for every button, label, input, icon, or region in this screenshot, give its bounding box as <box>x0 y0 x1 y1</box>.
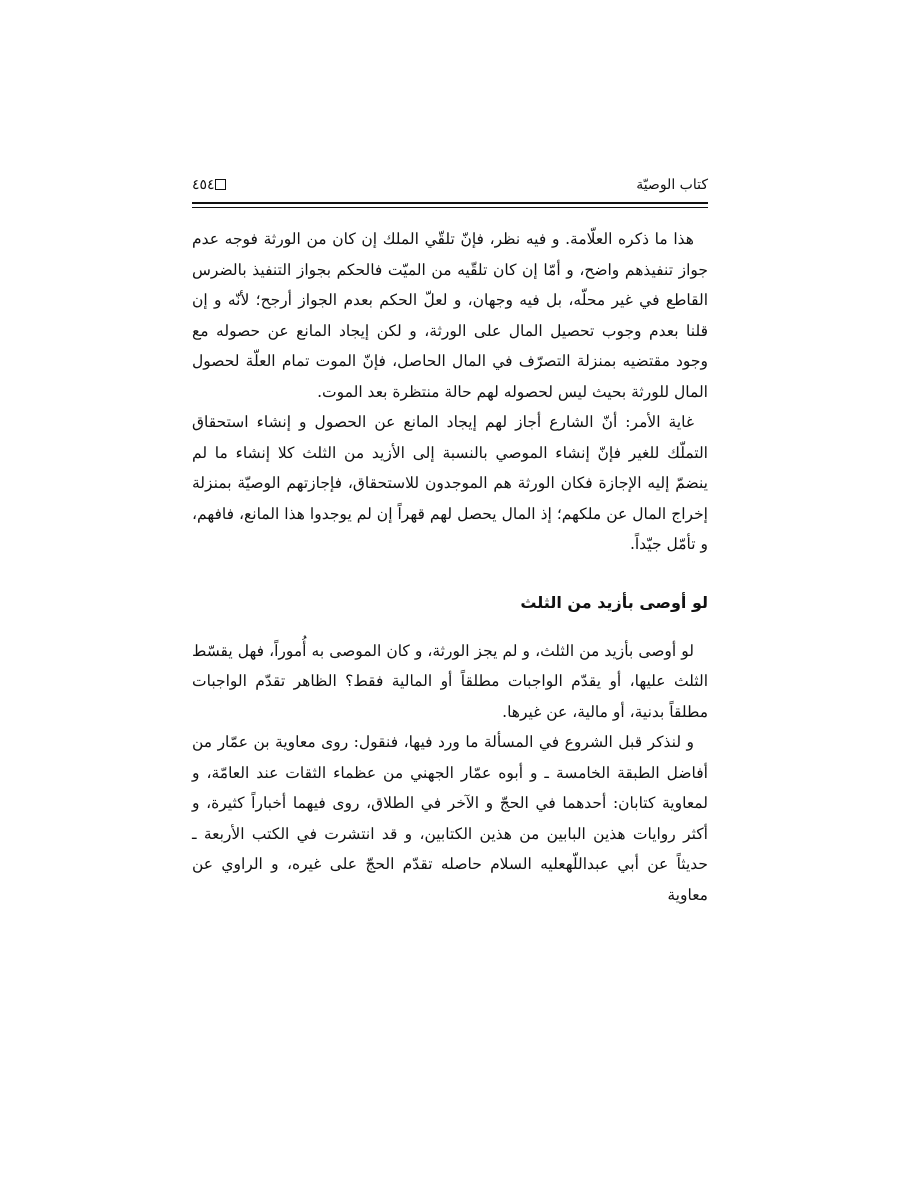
paragraph: لو أوصى بأزيد من الثلث، و لم يجز الورثة، و كان الموصى به أُموراً، فهل يقسّط الثلث عليها، أو يقدّم الواجبات مطلقاً أو المالية فقط؟ الظاهر تقدّم الواجبات مطلقاً بدنية، أو مالية، عن غيرها. <box>192 641 708 721</box>
running-head <box>192 170 708 200</box>
square-ornament-icon <box>215 179 226 190</box>
header-rule-thick <box>192 202 708 204</box>
paragraph: هذا ما ذكره العلّامة. و فيه نظر، فإنّ تلقّي الملك إن كان من الورثة فوجه عدم جواز تنفيذهم واضح، و أمّا إن كان تلقّيه من الميّت فالحكم بجواز التنفيذ بالضرس القاطع في غير محلّه، بل فيه وجهان، و لعلّ الحكم بعدم الجواز أرجح؛ لأنّه و إن قلنا بعدم وجوب تحصيل المال على الورثة، و لكن إيجاد المانع عن حصوله مع وجود مقتضيه بمنزلة التصرّف في المال الحاصل، فإنّ الموت تمام العلّة لحصول المال للورثة بحيث ليس لحصوله لهم حالة منتظرة بعد الموت. <box>192 230 708 401</box>
body-text <box>192 224 708 910</box>
running-head-title: كتاب الوصيّة <box>636 177 708 193</box>
paragraph: غاية الأمر: أنّ الشارع أجاز لهم إيجاد المانع عن الحصول و إنشاء استحقاق التملّك للغير فإنّ إنشاء الموصي بالنسبة إلى الأزيد من الثلث كلا إنشاء ما لم ينضمّ إليه الإجازة فكان الورثة هم الموجدون للاستحقاق، فإجازتهم الوصيّة بمنزلة إخراج المال عن ملكهم؛ إذ المال يحصل لهم قهراً إن لم يوجدوا هذا المانع، فافهم، و تأمّل جيّداً. <box>192 413 708 553</box>
paragraph: و لنذكر قبل الشروع في المسألة ما ورد فيها، فنقول: روى معاوية بن عمّار من أفاضل الطبقة الخامسة ـ و أبوه عمّار الجهني من عظماء الثقات عند العامّة، و لمعاوية كتابان: أحدهما في الحجّ و الآخر في الطلاق، روى فيهما أخباراً كثيرة، و أكثر روايات هذين البابين من هذين الكتابين، و قد انتشرت في الكتب الأربعة ـ حديثاً عن أبي عبداللّه‏عليه السلام حاصله تقدّم الحجّ على غيره، و الراوي عن معاوية <box>192 733 708 904</box>
section-heading: لو أوصى بأزيد من الثلث <box>520 592 708 612</box>
book-page <box>192 170 708 1170</box>
header-rule-thin <box>192 207 708 208</box>
page-number-value: ٤٥٤ <box>192 177 215 193</box>
page-number <box>192 170 232 200</box>
